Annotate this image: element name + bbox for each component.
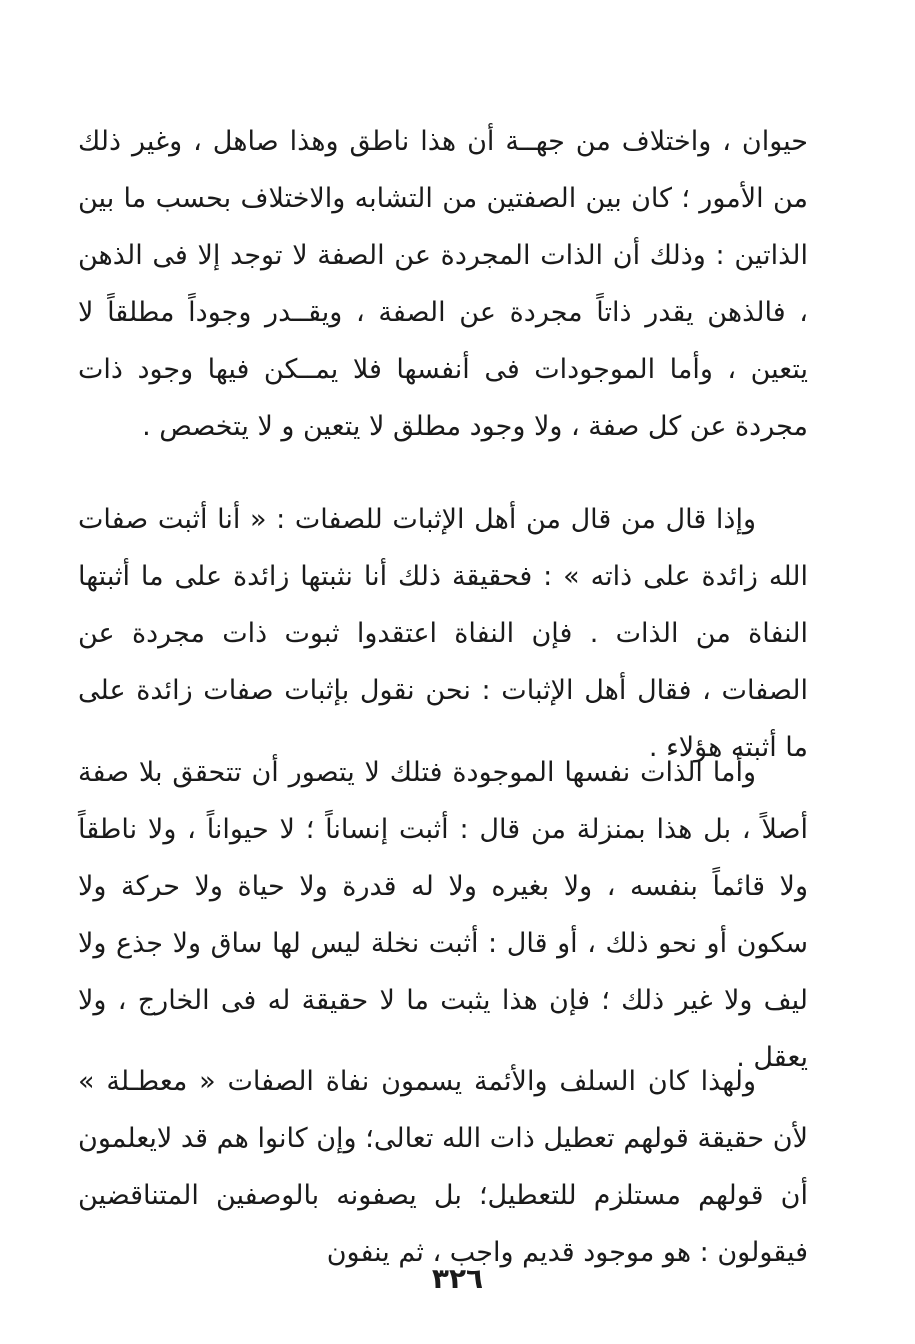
paragraph-1: حيوان ، واختلاف من جهــة أن هذا ناطق وهذا صاهل ، وغير ذلك من الأمور ؛ كان بين الصفتين من التشابه والاختلاف بحسب ما بين الذاتين : وذلك أن الذات المجردة عن الصفة لا توجد إلا فى الذهن ، فالذهن يقدر ذاتاً مجردة عن الصفة ، ويقــدر وجوداً مطلقاً لا يتعين ، وأما الموجودات فى أنفسها فلا يمــكن فيها وجود ذات مجردة عن كل صفة ، ولا وجود مطلق لا يتعين و لا يتخصص . (78, 126, 808, 442)
page-number: ٣٢٦ (431, 1262, 484, 1295)
paragraph-4-block (78, 1053, 808, 1281)
paragraph-2-block (78, 491, 808, 776)
paragraph-3-block (78, 744, 808, 1086)
paragraph-2: وإذا قال من قال من أهل الإثبات للصفات : « أنا أثبت صفات الله زائدة على ذاته » : فحقيقة ذلك أنا نثبتها زائدة على ما أثبتها النفاة من الذات . فإن النفاة اعتقدوا ثبوت ذات مجردة عن الصفات ، فقال أهل الإثبات : نحن نقول بإثبات صفات زائدة على ما أثبته هؤلاء . (78, 504, 808, 763)
paragraph-1-block (78, 113, 808, 455)
paragraph-4: ولهذا كان السلف والأئمة يسمون نفاة الصفات « معطـلة » لأن حقيقة قولهم تعطيل ذات الله تعالى؛ وإن كانوا هم قد لايعلمون أن قولهم مستلزم للتعطيل؛ بل يصفونه بالوصفين المتناقضين فيقولون : هو موجود قديم واجب ، ثم ينفون (78, 1066, 808, 1268)
paragraph-3: وأما الذات نفسها الموجودة فتلك لا يتصور أن تتحقق بلا صفة أصلاً ، بل هذا بمنزلة من قال : أثبت إنساناً ؛ لا حيواناً ، ولا ناطقاً ولا قائماً بنفسه ، ولا بغيره ولا له قدرة ولا حياة ولا حركة ولا سكون أو نحو ذلك ، أو قال : أثبت نخلة ليس لها ساق ولا جذع ولا ليف ولا غير ذلك ؛ فإن هذا يثبت ما لا حقيقة له فى الخارج ، ولا يعقل . (78, 757, 808, 1073)
